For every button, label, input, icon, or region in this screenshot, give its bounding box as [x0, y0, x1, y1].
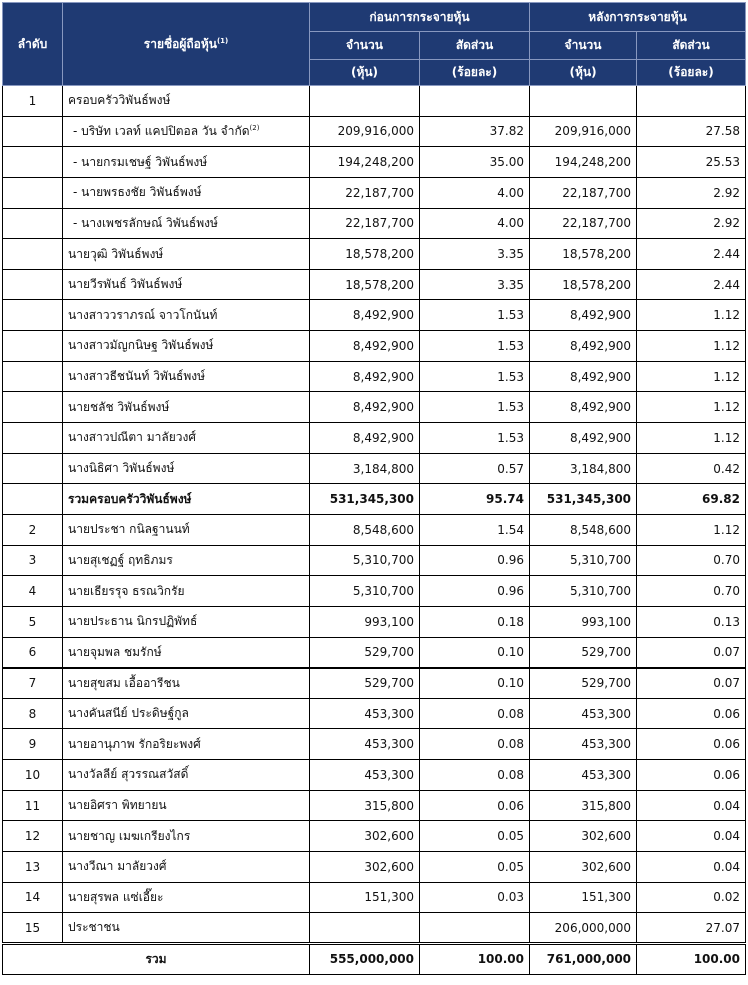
cell-name: [63, 331, 310, 362]
cell-before-ratio: 1.53: [420, 423, 530, 454]
cell-after-ratio: 1.12: [637, 361, 746, 392]
cell-no: [3, 239, 63, 270]
cell-before-amount: 302,600: [310, 821, 420, 852]
cell-after-ratio: 1.12: [637, 423, 746, 454]
cell-name: [63, 116, 310, 147]
cell-before-amount: 453,300: [310, 698, 420, 729]
table-row: [3, 86, 746, 117]
cell-no: [3, 147, 63, 178]
cell-before-ratio: 0.10: [420, 668, 530, 699]
shareholder-name: นายประชา กนิลฐานนท์: [68, 522, 190, 537]
footnote-marker: (2): [249, 123, 260, 132]
table-row: [3, 392, 746, 423]
shareholder-name: ครอบครัววิพันธ์พงษ์: [68, 93, 171, 108]
cell-name: [63, 852, 310, 883]
table-row: [3, 606, 746, 637]
cell-no: [3, 453, 63, 484]
cell-no: [3, 392, 63, 423]
cell-after-ratio: 0.04: [637, 790, 746, 821]
table-row: [3, 484, 746, 515]
cell-after-ratio: 27.58: [637, 116, 746, 147]
cell-after-amount: 315,800: [530, 790, 637, 821]
cell-no: 8: [3, 698, 63, 729]
cell-name: [63, 882, 310, 913]
total-row: [3, 943, 746, 974]
cell-no: [3, 484, 63, 515]
cell-before-ratio: 0.03: [420, 882, 530, 913]
table-row: [3, 300, 746, 331]
shareholder-name: นางสาวปณีตา มาลัยวงศ์: [68, 430, 196, 445]
cell-no: [3, 300, 63, 331]
shareholder-name: - นายพรธงชัย วิพันธ์พงษ์: [73, 185, 202, 200]
cell-name: [63, 637, 310, 668]
cell-before-amount: 8,492,900: [310, 392, 420, 423]
table-row: [3, 331, 746, 362]
cell-before-amount: 18,578,200: [310, 239, 420, 270]
cell-after-amount: 993,100: [530, 606, 637, 637]
shareholder-name: นายอิศรา พิทยายน: [68, 798, 167, 813]
cell-after-amount: 529,700: [530, 637, 637, 668]
table-row: [3, 821, 746, 852]
cell-before-amount: 194,248,200: [310, 147, 420, 178]
cell-name: [63, 606, 310, 637]
header-before-ratio-unit: (ร้อยละ): [420, 60, 530, 86]
cell-after-amount: 8,492,900: [530, 423, 637, 454]
total-before-amount: 555,000,000: [310, 943, 420, 974]
cell-no: 9: [3, 729, 63, 760]
cell-name: [63, 698, 310, 729]
shareholder-name: - บริษัท เวลท์ แคปปิตอล วัน จำกัด: [73, 123, 250, 138]
cell-after-amount: 194,248,200: [530, 147, 637, 178]
cell-after-ratio: 0.42: [637, 453, 746, 484]
table-row: [3, 147, 746, 178]
cell-before-ratio: 3.35: [420, 269, 530, 300]
cell-after-ratio: 0.04: [637, 852, 746, 883]
cell-name: [63, 239, 310, 270]
shareholder-name: นายวุฒิ วิพันธ์พงษ์: [68, 246, 164, 261]
cell-no: [3, 423, 63, 454]
cell-name: [63, 668, 310, 699]
total-after-ratio: 100.00: [637, 943, 746, 974]
cell-before-amount: 531,345,300: [310, 484, 420, 515]
cell-before-ratio: 37.82: [420, 116, 530, 147]
shareholder-name: นายสุเชฏฐ์ ฤทธิภมร: [68, 552, 173, 567]
cell-before-ratio: 1.53: [420, 361, 530, 392]
cell-no: 14: [3, 882, 63, 913]
cell-name: [63, 790, 310, 821]
cell-after-amount: 22,187,700: [530, 177, 637, 208]
table-row: [3, 269, 746, 300]
table-row: [3, 698, 746, 729]
cell-before-ratio: 4.00: [420, 177, 530, 208]
shareholder-name: นายจุมพล ชมรักษ์: [68, 644, 162, 659]
cell-after-amount: 453,300: [530, 698, 637, 729]
shareholder-name: นายชลัช วิพันธ์พงษ์: [68, 399, 170, 414]
cell-after-ratio: 1.12: [637, 331, 746, 362]
table-row: [3, 790, 746, 821]
table-row: [3, 116, 746, 147]
cell-name: [63, 269, 310, 300]
cell-no: 12: [3, 821, 63, 852]
cell-no: 4: [3, 576, 63, 607]
cell-after-amount: 209,916,000: [530, 116, 637, 147]
cell-after-ratio: 0.06: [637, 729, 746, 760]
table-row: [3, 208, 746, 239]
cell-before-ratio: 1.53: [420, 392, 530, 423]
cell-name: [63, 545, 310, 576]
table-header: [3, 3, 746, 86]
cell-after-amount: 18,578,200: [530, 269, 637, 300]
cell-name: [63, 576, 310, 607]
table-body: [3, 86, 746, 975]
shareholder-name: - นางเพชรลักษณ์ วิพันธ์พงษ์: [73, 215, 218, 230]
cell-no: 1: [3, 86, 63, 117]
shareholder-name: - นายกรมเชษฐ์ วิพันธ์พงษ์: [73, 154, 208, 169]
cell-after-ratio: 1.12: [637, 514, 746, 545]
shareholder-name: นางสาวธีชนันท์ วิพันธ์พงษ์: [68, 369, 206, 384]
cell-before-amount: 529,700: [310, 668, 420, 699]
cell-no: 2: [3, 514, 63, 545]
shareholder-table: [2, 2, 746, 975]
cell-after-ratio: 0.07: [637, 668, 746, 699]
table-row: [3, 361, 746, 392]
cell-after-ratio: 0.06: [637, 760, 746, 791]
cell-after-ratio: 1.12: [637, 300, 746, 331]
cell-no: 11: [3, 790, 63, 821]
cell-after-amount: 3,184,800: [530, 453, 637, 484]
cell-before-ratio: 1.53: [420, 331, 530, 362]
cell-after-amount: 8,492,900: [530, 392, 637, 423]
shareholder-name: นางสาววราภรณ์ จาวโกนันท์: [68, 307, 218, 322]
cell-after-amount: 453,300: [530, 760, 637, 791]
shareholder-name: นายสุขสม เอื้ออารีชน: [68, 675, 180, 690]
cell-before-amount: 209,916,000: [310, 116, 420, 147]
cell-before-ratio: [420, 86, 530, 117]
cell-after-ratio: 2.92: [637, 208, 746, 239]
cell-before-amount: 8,492,900: [310, 361, 420, 392]
cell-after-ratio: [637, 86, 746, 117]
cell-after-amount: 8,492,900: [530, 361, 637, 392]
table-row: [3, 760, 746, 791]
cell-before-ratio: 35.00: [420, 147, 530, 178]
cell-before-amount: [310, 913, 420, 944]
cell-before-amount: 8,548,600: [310, 514, 420, 545]
table-row: [3, 239, 746, 270]
cell-no: 5: [3, 606, 63, 637]
cell-name: [63, 453, 310, 484]
table-row: [3, 637, 746, 668]
shareholder-name: นายเธียรรุจ ธรณวิกรัย: [68, 583, 185, 598]
cell-name: [63, 760, 310, 791]
header-after-ratio: สัดส่วน: [637, 32, 746, 60]
cell-no: [3, 208, 63, 239]
cell-before-amount: 8,492,900: [310, 331, 420, 362]
cell-after-ratio: 0.04: [637, 821, 746, 852]
cell-name: [63, 300, 310, 331]
cell-no: [3, 361, 63, 392]
shareholder-name: ประชาชน: [68, 920, 120, 935]
cell-after-amount: 302,600: [530, 821, 637, 852]
cell-before-amount: 151,300: [310, 882, 420, 913]
shareholder-name: รวมครอบครัววิพันธ์พงษ์: [68, 491, 192, 506]
cell-before-ratio: 95.74: [420, 484, 530, 515]
cell-before-ratio: 4.00: [420, 208, 530, 239]
cell-name: [63, 821, 310, 852]
table-row: [3, 729, 746, 760]
cell-name: [63, 361, 310, 392]
table-row: [3, 913, 746, 944]
shareholder-name: นางวัลลีย์ สุวรรณสวัสดิ์: [68, 767, 189, 782]
shareholder-name: นายชาญ เมฆเกรียงไกร: [68, 828, 191, 843]
cell-name: [63, 147, 310, 178]
cell-name: [63, 208, 310, 239]
table-row: [3, 514, 746, 545]
table-row: [3, 668, 746, 699]
cell-before-amount: 8,492,900: [310, 423, 420, 454]
cell-no: [3, 177, 63, 208]
cell-before-ratio: 0.18: [420, 606, 530, 637]
cell-before-amount: 302,600: [310, 852, 420, 883]
cell-name: [63, 484, 310, 515]
cell-no: 10: [3, 760, 63, 791]
cell-no: 3: [3, 545, 63, 576]
shareholder-name: นายอานุภาพ รักอริยะพงศ์: [68, 736, 201, 751]
cell-after-amount: 453,300: [530, 729, 637, 760]
table-row: [3, 453, 746, 484]
cell-before-ratio: 0.10: [420, 637, 530, 668]
cell-before-amount: 453,300: [310, 729, 420, 760]
cell-after-ratio: 0.06: [637, 698, 746, 729]
cell-before-amount: 529,700: [310, 637, 420, 668]
cell-after-amount: [530, 86, 637, 117]
cell-after-ratio: 2.44: [637, 239, 746, 270]
cell-name: [63, 729, 310, 760]
header-after-group: หลังการกระจายหุ้น: [530, 3, 746, 32]
cell-before-ratio: 0.05: [420, 821, 530, 852]
cell-name: [63, 423, 310, 454]
cell-no: [3, 331, 63, 362]
cell-before-amount: 22,187,700: [310, 177, 420, 208]
cell-after-ratio: 69.82: [637, 484, 746, 515]
cell-before-amount: [310, 86, 420, 117]
cell-before-amount: 5,310,700: [310, 545, 420, 576]
cell-after-amount: 18,578,200: [530, 239, 637, 270]
cell-before-ratio: 0.06: [420, 790, 530, 821]
cell-after-amount: 8,548,600: [530, 514, 637, 545]
cell-before-ratio: 0.08: [420, 698, 530, 729]
cell-before-amount: 993,100: [310, 606, 420, 637]
table-row: [3, 882, 746, 913]
table-row: [3, 423, 746, 454]
cell-after-ratio: 1.12: [637, 392, 746, 423]
cell-before-amount: 8,492,900: [310, 300, 420, 331]
cell-after-ratio: 0.02: [637, 882, 746, 913]
header-after-ratio-unit: (ร้อยละ): [637, 60, 746, 86]
cell-after-amount: 22,187,700: [530, 208, 637, 239]
shareholder-name: นายวีรพันธ์ วิพันธ์พงษ์: [68, 277, 183, 292]
table-row: [3, 852, 746, 883]
cell-before-amount: 18,578,200: [310, 269, 420, 300]
cell-name: [63, 514, 310, 545]
cell-after-amount: 206,000,000: [530, 913, 637, 944]
header-col-no: ลำดับ: [3, 3, 63, 86]
cell-before-amount: 315,800: [310, 790, 420, 821]
cell-after-ratio: 0.70: [637, 545, 746, 576]
cell-after-ratio: 2.92: [637, 177, 746, 208]
cell-before-ratio: 0.08: [420, 729, 530, 760]
shareholder-name: นางนิธิศา วิพันธ์พงษ์: [68, 461, 175, 475]
header-col-name: [63, 3, 310, 86]
table-row: [3, 177, 746, 208]
cell-after-amount: 151,300: [530, 882, 637, 913]
shareholder-name: นางสาวมัญกนิษฐ วิพันธ์พงษ์: [68, 338, 214, 353]
cell-before-ratio: 0.96: [420, 545, 530, 576]
cell-after-ratio: 27.07: [637, 913, 746, 944]
shareholder-name: นางคันสนีย์ ประดิษฐ์กูล: [68, 706, 189, 721]
cell-before-amount: 453,300: [310, 760, 420, 791]
cell-after-amount: 531,345,300: [530, 484, 637, 515]
header-before-amount-unit: (หุ้น): [310, 60, 420, 86]
cell-name: [63, 913, 310, 944]
cell-name: [63, 177, 310, 208]
cell-before-ratio: [420, 913, 530, 944]
shareholder-name: นายประธาน นิกรปฏิพัทธ์: [68, 614, 198, 629]
cell-before-ratio: 1.54: [420, 514, 530, 545]
cell-after-ratio: 2.44: [637, 269, 746, 300]
cell-no: 6: [3, 637, 63, 668]
cell-before-ratio: 0.05: [420, 852, 530, 883]
header-before-amount: จำนวน: [310, 32, 420, 60]
cell-before-ratio: 0.96: [420, 576, 530, 607]
cell-no: 7: [3, 668, 63, 699]
cell-after-amount: 529,700: [530, 668, 637, 699]
cell-after-amount: 8,492,900: [530, 331, 637, 362]
cell-after-amount: 5,310,700: [530, 576, 637, 607]
header-col-name-label: รายชื่อผู้ถือหุ้น: [143, 36, 217, 51]
cell-no: [3, 116, 63, 147]
table-row: [3, 545, 746, 576]
cell-name: [63, 86, 310, 117]
cell-after-amount: 8,492,900: [530, 300, 637, 331]
cell-before-ratio: 3.35: [420, 239, 530, 270]
header-before-group: ก่อนการกระจายหุ้น: [310, 3, 530, 32]
cell-no: 15: [3, 913, 63, 944]
cell-before-ratio: 0.08: [420, 760, 530, 791]
cell-no: 13: [3, 852, 63, 883]
cell-before-ratio: 0.57: [420, 453, 530, 484]
cell-name: [63, 392, 310, 423]
cell-before-amount: 3,184,800: [310, 453, 420, 484]
cell-before-amount: 5,310,700: [310, 576, 420, 607]
cell-before-amount: 22,187,700: [310, 208, 420, 239]
cell-after-amount: 302,600: [530, 852, 637, 883]
header-after-amount: จำนวน: [530, 32, 637, 60]
table-row: [3, 576, 746, 607]
cell-before-ratio: 1.53: [420, 300, 530, 331]
cell-no: [3, 269, 63, 300]
cell-after-ratio: 0.13: [637, 606, 746, 637]
cell-after-ratio: 0.07: [637, 637, 746, 668]
cell-after-amount: 5,310,700: [530, 545, 637, 576]
header-after-amount-unit: (หุ้น): [530, 60, 637, 86]
total-after-amount: 761,000,000: [530, 943, 637, 974]
cell-after-ratio: 25.53: [637, 147, 746, 178]
shareholder-name: นายสุรพล แซ่เอี๊ยะ: [68, 889, 164, 904]
header-before-ratio: สัดส่วน: [420, 32, 530, 60]
cell-after-ratio: 0.70: [637, 576, 746, 607]
total-label: รวม: [3, 943, 310, 974]
shareholder-name: นางวีณา มาลัยวงศ์: [68, 859, 167, 874]
total-before-ratio: 100.00: [420, 943, 530, 974]
header-col-name-footnote: (1): [216, 36, 229, 45]
